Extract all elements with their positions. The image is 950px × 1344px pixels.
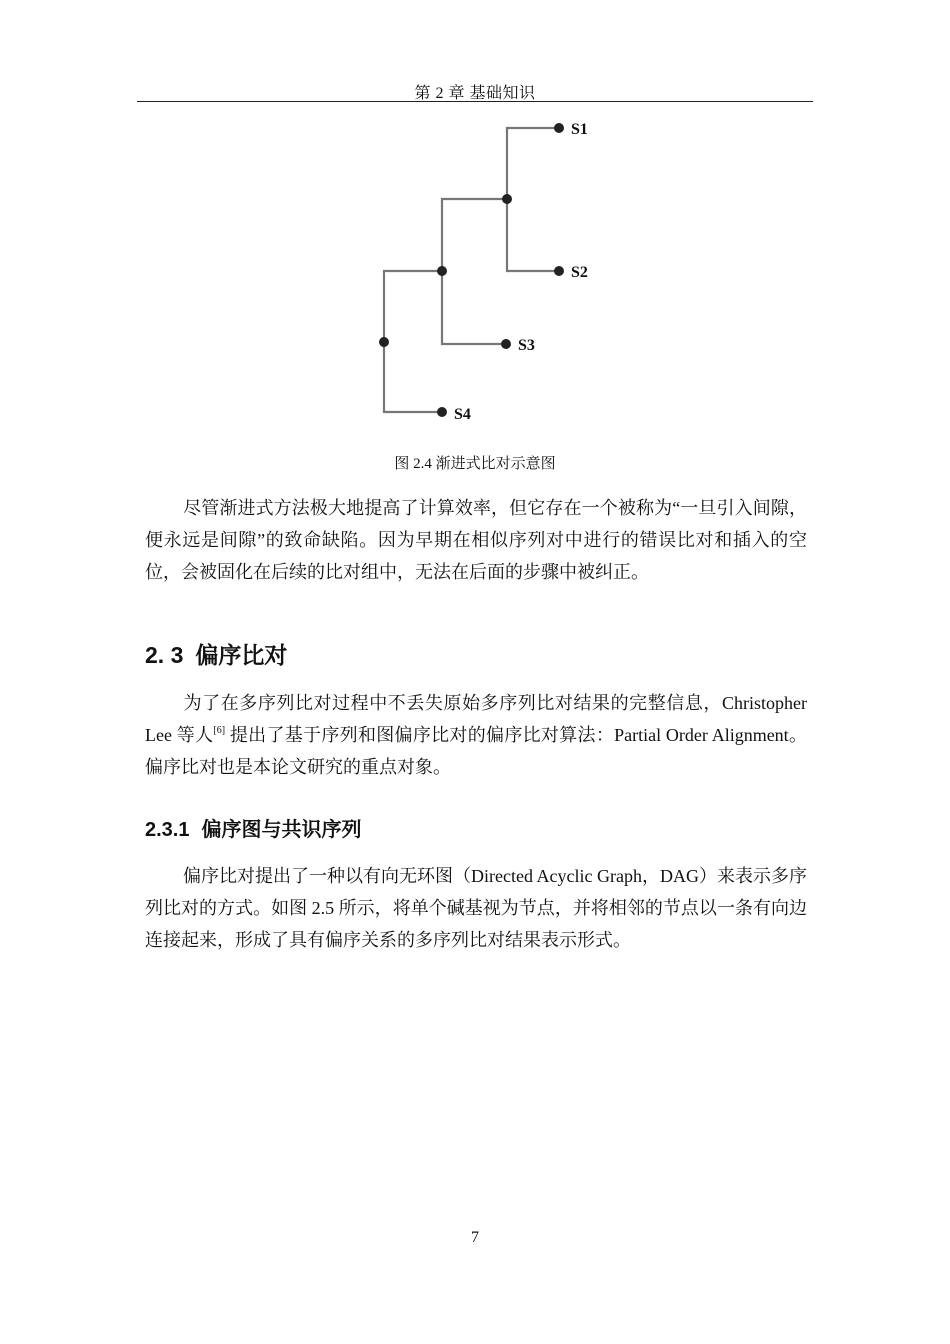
tree-edge-nodeb-nodec bbox=[442, 199, 507, 271]
leaf-label-s4: S4 bbox=[454, 406, 471, 423]
tree-node-internal-c bbox=[502, 194, 512, 204]
paragraph-text-after-ref: 提出了基于序列和图偏序比对的偏序比对算法：Partial Order Alignment。偏序比对也是本论文研究的重点对象。 bbox=[145, 725, 807, 777]
tree-leaf-s2-dot bbox=[554, 266, 564, 276]
running-header: 第 2 章 基础知识 bbox=[414, 85, 536, 102]
tree-edge-nodec-s1 bbox=[507, 128, 559, 199]
paragraph-text-before-ref: 为了在多序列比对过程中不丢失原始多序列比对结果的完整信息，Christopher Lee 等人 bbox=[145, 693, 807, 745]
tree-leaf-s1-dot bbox=[554, 123, 564, 133]
subsection-number: 2.3.1 bbox=[145, 819, 190, 841]
paragraph-text: 尽管渐进式方法极大地提高了计算效率，但它存在一个被称为“一旦引入间隙，便永远是间隙”的致命缺陷。因为早期在相似序列对中进行的错误比对和插入的空位，会被固化在后续的比对组中，无法在后面的步骤中被纠正。 bbox=[145, 498, 807, 582]
paragraph-progressive-drawback bbox=[145, 492, 807, 588]
subsection-title: 偏序图与共识序列 bbox=[201, 819, 362, 841]
tree-node-internal-b bbox=[437, 266, 447, 276]
tree-edge-root-nodeb bbox=[384, 271, 442, 342]
section-title: 偏序比对 bbox=[195, 642, 288, 668]
tree-edge-nodeb-s3 bbox=[442, 271, 506, 344]
paragraph-text: 偏序比对提出了一种以有向无环图（Directed Acyclic Graph，DAG）来表示多序列比对的方式。如图 2.5 所示，将单个碱基视为节点，并将相邻的节点以一条有向边连接起来，形成了具有偏序关系的多序列比对结果表示形式。 bbox=[145, 866, 807, 950]
header-rule bbox=[137, 101, 813, 102]
progressive-alignment-tree-figure bbox=[360, 110, 620, 430]
tree-leaf-s3-dot bbox=[501, 339, 511, 349]
paragraph-dag-description bbox=[145, 860, 807, 956]
tree-leaf-s4-dot bbox=[437, 407, 447, 417]
leaf-label-s3: S3 bbox=[518, 337, 535, 354]
paragraph-poa-intro bbox=[145, 687, 807, 783]
tree-edge-root-s4 bbox=[384, 342, 442, 412]
leaf-label-s1: S1 bbox=[571, 121, 588, 138]
subsection-heading bbox=[145, 813, 361, 842]
figure-caption: 图 2.4 渐进式比对示意图 bbox=[394, 456, 556, 472]
leaf-label-s2: S2 bbox=[571, 264, 588, 281]
citation-ref: [6] bbox=[213, 725, 226, 736]
tree-node-root bbox=[379, 337, 389, 347]
section-heading bbox=[145, 637, 287, 670]
section-number: 2. 3 bbox=[145, 642, 184, 668]
page-number: 7 bbox=[471, 1229, 479, 1246]
tree-edge-nodec-s2 bbox=[507, 199, 559, 271]
